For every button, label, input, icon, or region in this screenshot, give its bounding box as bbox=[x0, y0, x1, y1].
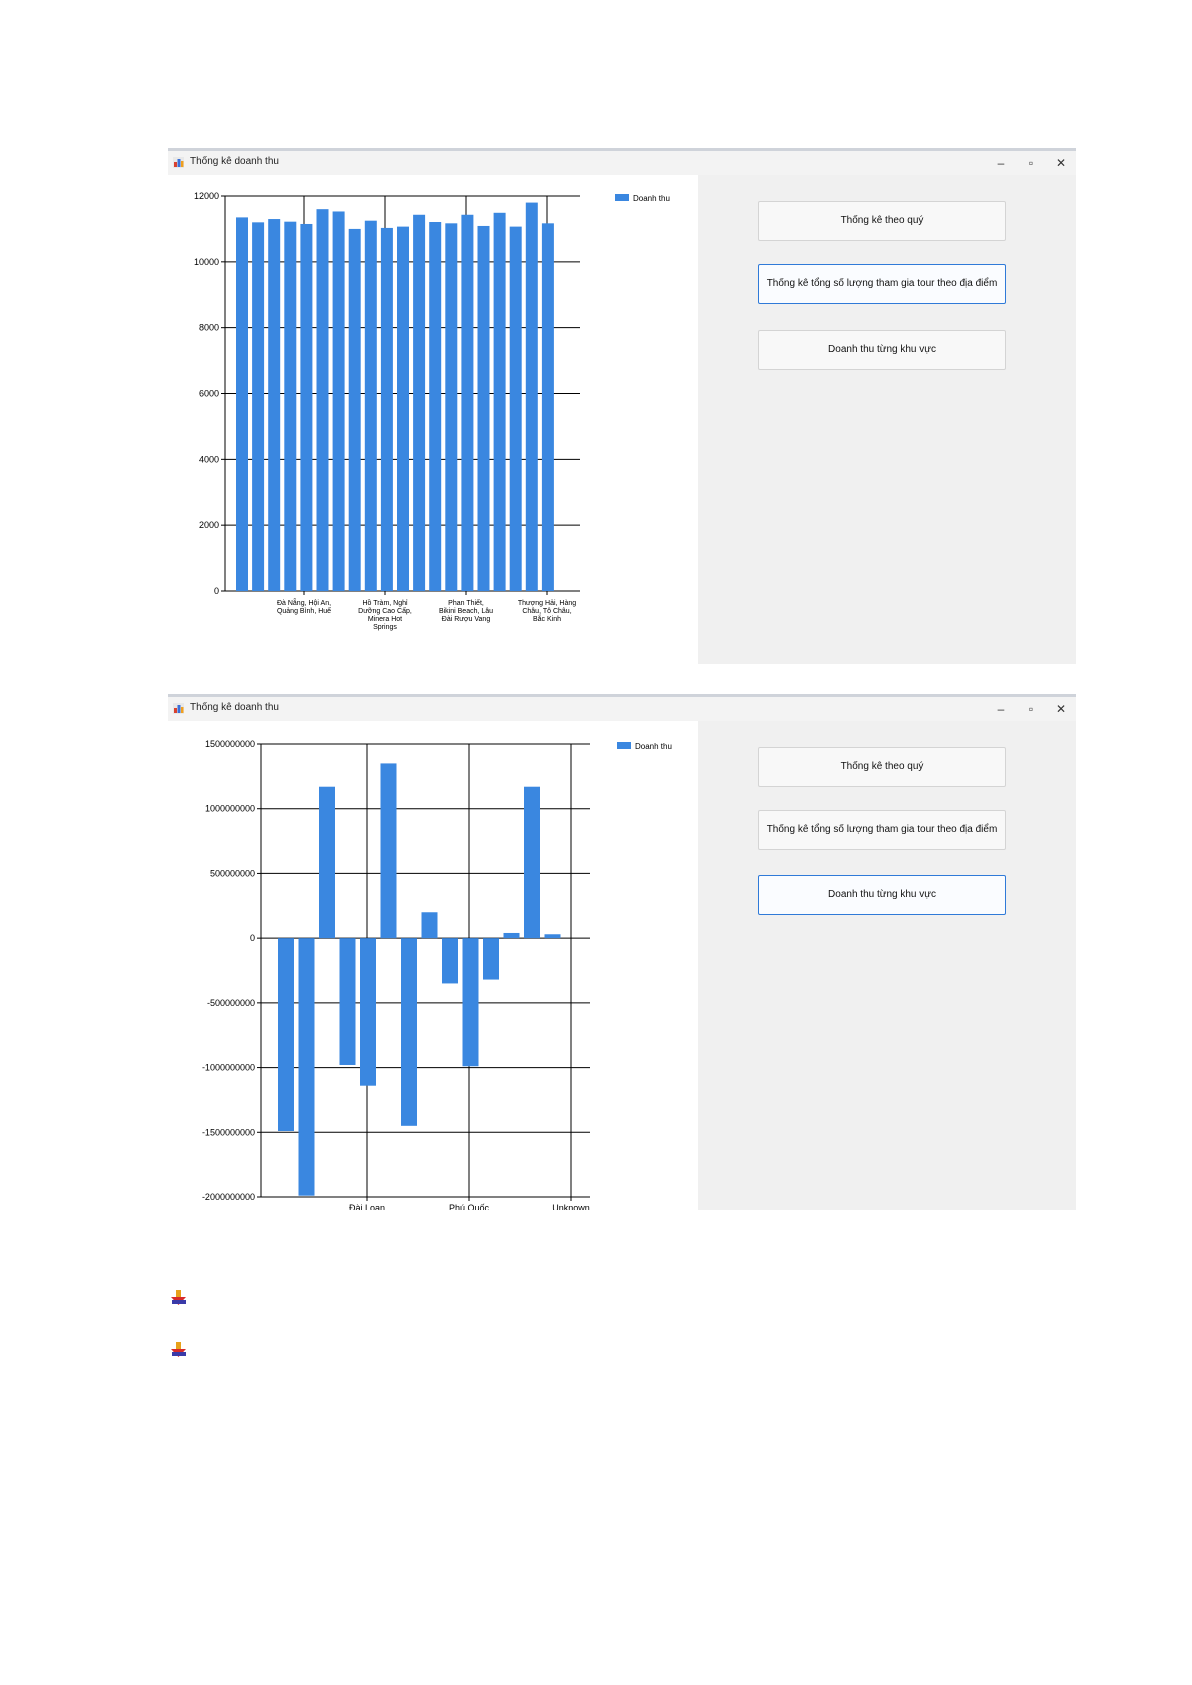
y-tick-label: 1500000000 bbox=[204, 739, 255, 749]
x-tick-label: Unknown bbox=[552, 1203, 590, 1210]
bar bbox=[365, 221, 377, 591]
window-revenue-stats-1 bbox=[168, 151, 1076, 664]
bar bbox=[268, 219, 280, 591]
bar bbox=[319, 787, 335, 938]
revenue-by-region-button[interactable]: Doanh thu từng khu vực bbox=[758, 875, 1006, 915]
revenue-bar-chart bbox=[168, 175, 698, 664]
y-tick-label: 2000 bbox=[198, 520, 219, 531]
quarterly-stats-button[interactable]: Thống kê theo quý bbox=[758, 201, 1006, 241]
bar bbox=[478, 226, 490, 591]
y-tick-label: -500000000 bbox=[206, 997, 255, 1008]
y-tick-label: 1000000000 bbox=[204, 803, 255, 814]
y-tick-label: -1500000000 bbox=[201, 1127, 255, 1138]
bar bbox=[278, 938, 294, 1131]
y-tick-label: 0 bbox=[213, 586, 219, 596]
close-button[interactable]: ✕ bbox=[1055, 156, 1067, 170]
x-tick-label: Hồ Tràm, Nghỉ Dưỡng Cao Cấp, Minera Hot Springs bbox=[358, 600, 412, 631]
bar bbox=[401, 938, 417, 1126]
bar bbox=[317, 209, 329, 591]
legend-swatch bbox=[615, 194, 629, 201]
bar bbox=[299, 938, 315, 1196]
bar bbox=[429, 222, 441, 591]
bar bbox=[252, 222, 264, 591]
window-revenue-stats-2 bbox=[168, 697, 1076, 1210]
bar bbox=[381, 228, 393, 591]
bar bbox=[545, 934, 561, 938]
bar bbox=[461, 215, 473, 591]
bar bbox=[510, 227, 522, 591]
bar bbox=[483, 938, 499, 979]
bullet-arrow-icon bbox=[170, 1341, 188, 1359]
legend-label: Doanh thu bbox=[635, 742, 672, 751]
bar bbox=[422, 912, 438, 938]
bar bbox=[340, 938, 356, 1065]
bar bbox=[494, 213, 506, 591]
window-title: Thống kê doanh thu bbox=[190, 156, 279, 167]
bar bbox=[524, 787, 540, 938]
y-tick-label: -1000000000 bbox=[201, 1062, 255, 1073]
regional-revenue-bar-chart bbox=[168, 721, 698, 1210]
y-tick-label: 8000 bbox=[198, 322, 219, 333]
y-tick-label: -2000000000 bbox=[201, 1192, 255, 1202]
minimize-button[interactable]: – bbox=[997, 156, 1005, 170]
y-tick-label: 4000 bbox=[198, 454, 219, 465]
bar bbox=[463, 938, 479, 1066]
maximize-button[interactable]: ▫ bbox=[1028, 156, 1034, 170]
minimize-button[interactable]: – bbox=[997, 702, 1005, 716]
revenue-by-region-button[interactable]: Doanh thu từng khu vực bbox=[758, 330, 1006, 370]
window-title: Thống kê doanh thu bbox=[190, 702, 279, 713]
legend-label: Doanh thu bbox=[633, 194, 670, 203]
y-tick-label: 500000000 bbox=[209, 868, 255, 879]
maximize-button[interactable]: ▫ bbox=[1028, 702, 1034, 716]
app-icon bbox=[173, 157, 184, 168]
chart-area bbox=[168, 721, 698, 1210]
bullet-arrow-icon bbox=[170, 1289, 188, 1307]
bar bbox=[397, 227, 409, 591]
x-tick-label: Đà Nẵng, Hội An, Quảng Bình, Huế bbox=[276, 600, 332, 615]
bar bbox=[445, 223, 457, 591]
x-tick-label: Phan Thiết, Bikini Beach, Lâu Đài Rượu Vang bbox=[438, 600, 494, 623]
bar bbox=[413, 215, 425, 591]
bar bbox=[542, 223, 554, 591]
bar bbox=[236, 217, 248, 591]
title-bar[interactable] bbox=[168, 697, 1076, 721]
app-icon bbox=[173, 703, 184, 714]
tour-participants-by-location-button[interactable]: Thống kê tổng số lượng tham gia tour theo địa điểm bbox=[758, 810, 1006, 850]
y-tick-label: 12000 bbox=[193, 191, 219, 201]
title-bar[interactable] bbox=[168, 151, 1076, 175]
x-tick-label: Phú Quốc bbox=[448, 1203, 490, 1210]
bar bbox=[333, 211, 345, 591]
y-tick-label: 0 bbox=[249, 933, 255, 944]
bar bbox=[360, 938, 376, 1086]
tour-participants-by-location-button[interactable]: Thống kê tổng số lượng tham gia tour theo địa điểm bbox=[758, 264, 1006, 304]
x-tick-label: Đài Loan bbox=[348, 1203, 386, 1210]
quarterly-stats-button[interactable]: Thống kê theo quý bbox=[758, 747, 1006, 787]
legend-swatch bbox=[617, 742, 631, 749]
x-tick-label: Thượng Hải, Hàng Châu, Tô Châu, Bắc Kinh bbox=[517, 600, 577, 623]
y-tick-label: 6000 bbox=[198, 388, 219, 399]
bar bbox=[284, 222, 296, 591]
bar bbox=[526, 203, 538, 591]
bar bbox=[381, 763, 397, 938]
bar bbox=[300, 224, 312, 591]
button-panel bbox=[698, 721, 1076, 1210]
bar bbox=[442, 938, 458, 983]
bar bbox=[504, 933, 520, 938]
bar bbox=[349, 229, 361, 591]
button-panel bbox=[698, 175, 1076, 664]
close-button[interactable]: ✕ bbox=[1055, 702, 1067, 716]
chart-area bbox=[168, 175, 698, 664]
y-tick-label: 10000 bbox=[193, 256, 219, 267]
